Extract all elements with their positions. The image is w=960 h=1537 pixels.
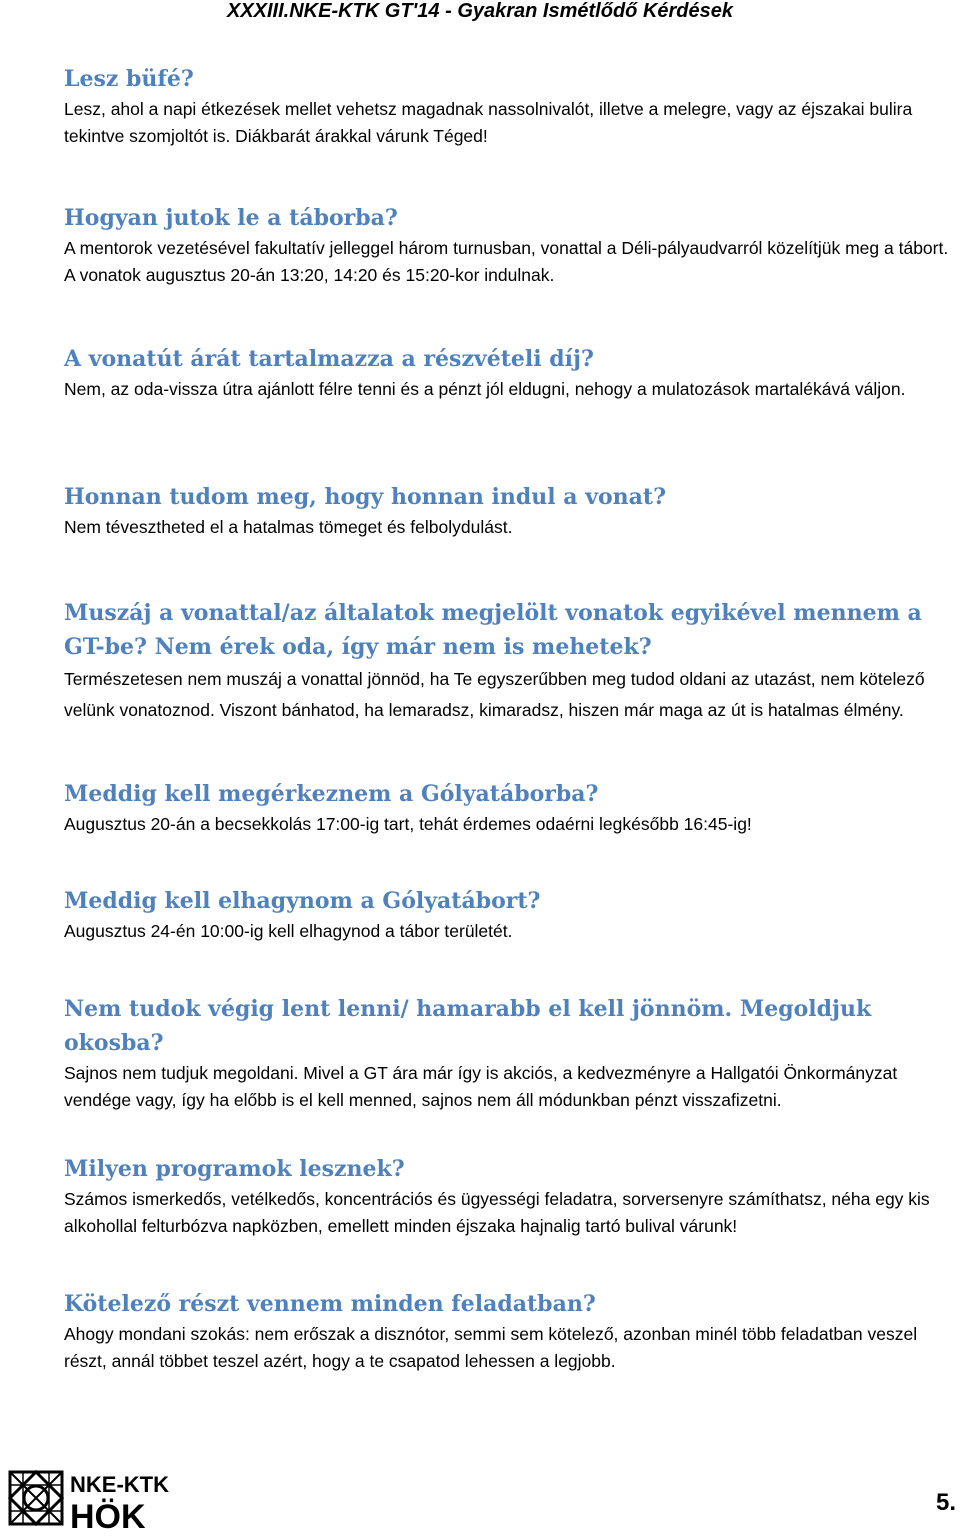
logo-text-line2: HÖK	[70, 1498, 146, 1534]
faq-question: Milyen programok lesznek?	[64, 1156, 405, 1182]
logo-text-line1: NKE-KTK	[70, 1472, 169, 1497]
faq-question: A vonatút árát tartalmazza a részvételi díj?	[64, 346, 594, 372]
faq-answer: Lesz, ahol a napi étkezések mellet vehetsz magadnak nassolnivalót, illetve a melegre, vagy az éjszakai bulira tekintve szomjoltót is. Diákbarát árakkal várunk Téged!	[64, 99, 913, 146]
nke-ktk-hok-logo	[4, 1466, 172, 1534]
faq-answer: Ahogy mondani szokás: nem erőszak a disznótor, semmi sem kötelező, azonban minél több feladatban veszel részt, annál többet teszel azért, hogy a te csapatod lehessen a legjobb.	[64, 1324, 918, 1371]
faq-question: Kötelező részt vennem minden feladatban?	[64, 1291, 596, 1317]
faq-item	[64, 992, 956, 1114]
faq-answer: Természetesen nem muszáj a vonattal jönnöd, ha Te egyszerűbben meg tudod oldani az utazást, nem kötelező velünk vonatoznod. Viszont bánhatod, ha lemaradsz, kimaradsz, hiszen már maga az út is hatalmas élmény.	[64, 669, 925, 720]
faq-item	[64, 62, 956, 150]
faq-question: Muszáj a vonattal/az általatok megjelölt vonatok egyikével mennem a GT-be? Nem érek oda, így már nem is mehetek?	[64, 600, 922, 660]
faq-answer: A mentorok vezetésével fakultatív jelleggel három turnusban, vonattal a Déli-pályaudvarról közelítjük meg a tábort. A vonatok augusztus 20-án 13:20, 14:20 és 15:20-kor indulnak.	[64, 238, 949, 285]
faq-item	[64, 342, 956, 403]
faq-item	[64, 884, 956, 945]
faq-answer: Nem tévesztheted el a hatalmas tömeget és felbolydulást.	[64, 517, 513, 537]
faq-item	[64, 201, 956, 289]
faq-answer: Augusztus 20-án a becsekkolás 17:00-ig tart, tehát érdemes odaérni legkésőbb 16:45-ig!	[64, 814, 752, 834]
page-header: XXXIII.NKE-KTK GT'14 - Gyakran Ismétlődő Kérdések	[226, 0, 733, 22]
faq-item	[64, 1152, 956, 1240]
faq-answer: Augusztus 24-én 10:00-ig kell elhagynod a tábor területét.	[64, 921, 513, 941]
faq-question: Lesz büfé?	[64, 66, 194, 92]
faq-question: Nem tudok végig lent lenni/ hamarabb el kell jönnöm. Megoldjuk okosba?	[64, 996, 872, 1056]
faq-item	[64, 480, 956, 541]
faq-answer: Nem, az oda-vissza útra ajánlott félre tenni és a pénzt jól eldugni, nehogy a mulatozások martalékává váljon.	[64, 379, 906, 399]
faq-question: Meddig kell elhagynom a Gólyatábort?	[64, 888, 541, 914]
faq-item	[64, 777, 956, 838]
page-number: 5.	[935, 1489, 956, 1516]
celtic-knot-icon	[10, 1472, 62, 1524]
faq-question: Meddig kell megérkeznem a Gólyatáborba?	[64, 781, 599, 807]
faq-answer: Sajnos nem tudjuk megoldani. Mivel a GT ára már így is akciós, a kedvezményre a Hallgatói Önkormányzat vendége vagy, így ha előbb is el kell menned, sajnos nem áll módunkban pénzt visszafizetni.	[64, 1063, 898, 1110]
faq-question: Hogyan jutok le a táborba?	[64, 205, 398, 231]
faq-item	[64, 1287, 956, 1375]
faq-item	[64, 596, 956, 726]
faq-answer: Számos ismerkedős, vetélkedős, koncentrációs és ügyességi feladatra, sorversenyre számíthatsz, néha egy kis alkohollal felturbózva napközben, emellett minden éjszaka hajnalig tartó bulival várunk!	[64, 1189, 930, 1236]
faq-question: Honnan tudom meg, hogy honnan indul a vonat?	[64, 484, 666, 510]
